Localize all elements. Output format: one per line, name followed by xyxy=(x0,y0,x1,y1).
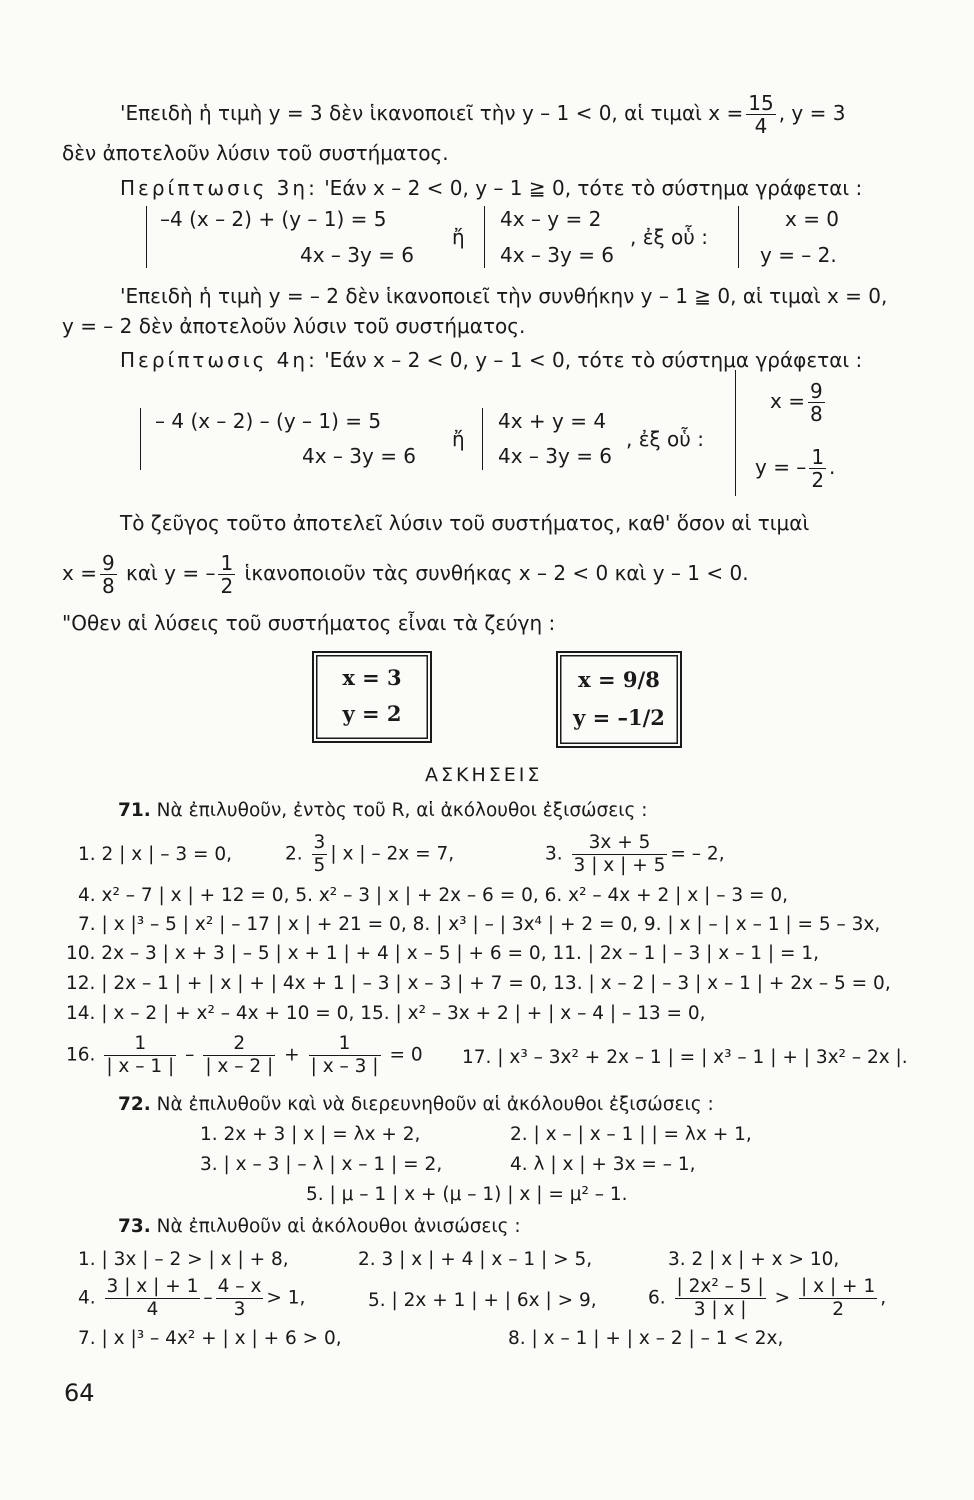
fraction: $\frac{9}{8}$ xyxy=(101,551,115,598)
exercise-73-item-6: 6. $\frac{\text{| 2x² – 5 |}}{3 | x |}$ > $\frac{| x | + 1}{2}$ , xyxy=(648,1276,887,1320)
exercise-71-row-4: 4. x² – 7 | x | + 12 = 0, 5. x² – 3 | x | + 2x – 6 = 0, 6. x² – 4x + 2 | x | – 3 = 0, xyxy=(78,885,789,906)
solution-x: x = 9/8 xyxy=(578,667,660,692)
solution-y: y = 2 xyxy=(342,701,402,726)
case3-solution-x: x = 0 xyxy=(785,207,840,231)
whence-text: , ἐξ οὗ : xyxy=(630,225,708,249)
case4-conclusion3: "Οθεν αἱ λύσεις τοῦ συστήματος εἶναι τὰ ζεύγη : xyxy=(62,611,556,635)
fraction: $\frac{\text{| 2x² – 5 |}}{3 | x |}$ xyxy=(676,1276,764,1320)
case3-line1: 'Επειδὴ ἡ τιμὴ y = 3 δὲν ἱκανοποιεῖ τὴν y – 1 < 0, αἱ τιμαὶ x = $\frac{15}{4}$ , y = 3 xyxy=(120,91,846,138)
fraction: $\frac{3}{5}$ xyxy=(313,832,326,876)
solution-box-2 xyxy=(556,651,682,748)
case4-sys2-eq2: 4x – 3y = 6 xyxy=(498,444,613,468)
system-brace xyxy=(738,206,739,268)
or-word: ἤ xyxy=(452,225,465,249)
exercise-71-heading: 71. Νὰ ἐπιλυθοῦν, ἐντὸς τοῦ R, αἱ ἀκόλουθοι ἐξισώσεις : xyxy=(118,800,648,821)
case3-conclusion1: 'Επειδὴ ἡ τιμὴ y = – 2 δὲν ἱκανοποιεῖ τὴν συνθήκην y – 1 ≧ 0, αἱ τιμαὶ x = 0, xyxy=(120,284,888,308)
case4-solution-x: x = $\frac{9}{8}$ xyxy=(770,379,823,426)
fraction: $\frac{3x + 5}{3 | x | + 5}$ xyxy=(573,832,666,876)
exercise-71-item-3: 3. $\frac{3x + 5}{3 | x | + 5}$ = – 2, xyxy=(545,832,725,876)
case4-sys1-eq2: 4x – 3y = 6 xyxy=(302,444,417,468)
case4-heading: Περίπτωσις 4η: 'Εάν x – 2 < 0, y – 1 < 0, τότε τὸ σύστημα γράφεται : xyxy=(120,348,863,372)
exercise-72-item-4: 4. λ | x | + 3x = – 1, xyxy=(510,1154,696,1175)
system-brace xyxy=(482,408,483,470)
section-title: ΑΣΚΗΣΕΙΣ xyxy=(425,764,543,786)
solution-x: x = 3 xyxy=(342,665,402,690)
fraction: $\frac{9}{8}$ xyxy=(809,379,823,426)
case3-conclusion2: y = – 2 δὲν ἀποτελοῦν λύσιν τοῦ συστήματος. xyxy=(62,314,526,338)
fraction: $\frac{15}{4}$ xyxy=(748,91,774,138)
fraction: $\frac{4 - x}{3}$ xyxy=(217,1276,262,1320)
exercise-73-item-8: 8. | x – 1 | + | x – 2 | – 1 < 2x, xyxy=(508,1328,784,1349)
solution-y: y = –1/2 xyxy=(573,705,665,730)
fraction: $\frac{3 | x | + 1}{4}$ xyxy=(106,1276,199,1320)
case4-conclusion1: Τὸ ζεῦγος τοῦτο ἀποτελεῖ λύσιν τοῦ συστήματος, καθ' ὅσον αἱ τιμαὶ xyxy=(120,511,810,535)
exercise-73-heading: 73. Νὰ ἐπιλυθοῦν αἱ ἀκόλουθοι ἀνισώσεις : xyxy=(118,1216,521,1237)
case4-sys2-eq1: 4x + y = 4 xyxy=(498,409,607,433)
exercise-73-item-3: 3. 2 | x | + x > 10, xyxy=(668,1249,840,1270)
exercise-73-item-2: 2. 3 | x | + 4 | x – 1 | > 5, xyxy=(358,1249,593,1270)
solution-box-1 xyxy=(312,651,432,743)
fraction: $\frac{| x | + 1}{2}$ xyxy=(801,1276,876,1320)
exercise-71-item-2: 2. $\frac{3}{5}$ | x | – 2x = 7, xyxy=(285,832,455,876)
exercise-72-heading: 72. Νὰ ἐπιλυθοῦν καὶ νὰ διερευνηθοῦν αἱ ἀκόλουθοι ἐξισώσεις : xyxy=(118,1094,714,1115)
fraction: $\frac{1}{| x - 3 |}$ xyxy=(310,1033,379,1077)
case3-line2: δὲν ἀποτελοῦν λύσιν τοῦ συστήματος. xyxy=(62,141,449,165)
system-brace xyxy=(735,370,736,496)
exercise-73-item-4: 4. $\frac{3 | x | + 1}{4}$ – $\frac{4 - x}{3}$ > 1, xyxy=(78,1276,306,1320)
exercise-72-item-5: 5. | μ – 1 | x + (μ – 1) | x | = μ² – 1. xyxy=(306,1184,628,1205)
exercise-72-item-3: 3. | x – 3 | – λ | x – 1 | = 2, xyxy=(200,1154,443,1175)
exercise-73-item-7: 7. | x |³ – 4x² + | x | + 6 > 0, xyxy=(78,1328,342,1349)
exercise-71-row-7: 7. | x |³ – 5 | x² | – 17 | x | + 21 = 0, 8. | x³ | – | 3x⁴ | + 2 = 0, 9. | x | – | x – 1 | = 5 – 3x, xyxy=(78,914,881,935)
case4-sys1-eq1: – 4 (x – 2) – (y – 1) = 5 xyxy=(155,409,382,433)
exercise-71-row-12: 12. | 2x – 1 | + | x | + | 4x + 1 | – 3 | x – 3 | + 7 = 0, 13. | x – 2 | – 3 | x – 1 | + 2x – 5 = 0, xyxy=(66,973,891,994)
or-word: ἤ xyxy=(452,427,465,451)
system-brace xyxy=(484,206,485,268)
case3-solution-y: y = – 2. xyxy=(760,243,837,267)
page-number: 64 xyxy=(64,1379,95,1407)
fraction: $\frac{1}{2}$ xyxy=(811,445,825,492)
exercise-71-row-14: 14. | x – 2 | + x² – 4x + 10 = 0, 15. | x² – 3x + 2 | + | x – 4 | – 13 = 0, xyxy=(66,1003,706,1024)
system-brace xyxy=(140,408,141,470)
case3-heading: Περίπτωσις 3η: 'Εάν x – 2 < 0, y – 1 ≧ 0, τότε τὸ σύστημα γράφεται : xyxy=(120,176,863,200)
case3-sys2-eq2: 4x – 3y = 6 xyxy=(500,243,615,267)
case3-sys1-eq2: 4x – 3y = 6 xyxy=(300,243,415,267)
system-brace xyxy=(146,206,147,268)
exercise-72-item-1: 1. 2x + 3 | x | = λx + 2, xyxy=(200,1124,421,1145)
exercise-72-item-2: 2. | x – | x – 1 | | = λx + 1, xyxy=(510,1124,752,1145)
fraction: $\frac{2}{| x - 2 |}$ xyxy=(205,1033,274,1077)
case3-sys1-eq1: –4 (x – 2) + (y – 1) = 5 xyxy=(160,207,387,231)
whence-text: , ἐξ οὗ : xyxy=(626,427,704,451)
case4-conclusion2: x = $\frac{9}{8}$ καὶ y = – $\frac{1}{2}$ ἱκανοποιοῦν τὰς συνθήκας x – 2 < 0 καὶ y – 1 < 0. xyxy=(62,551,749,598)
exercise-71-item-16: 16. $\frac{1}{| x - 1 |}$ – $\frac{2}{| x - 2 |}$ + $\frac{1}{| x - 3 |}$ = 0 xyxy=(66,1033,423,1077)
case3-sys2-eq1: 4x – y = 2 xyxy=(500,207,602,231)
exercise-71-row-10: 10. 2x – 3 | x + 3 | – 5 | x + 1 | + 4 | x – 5 | + 6 = 0, 11. | 2x – 1 | – 3 | x – 1 | = 1, xyxy=(66,943,820,964)
exercise-71-item-1: 1. 2 | x | – 3 = 0, xyxy=(78,844,233,865)
case4-solution-y: y = – $\frac{1}{2}$ . xyxy=(755,445,836,492)
fraction: $\frac{1}{| x - 1 |}$ xyxy=(106,1033,175,1077)
fraction: $\frac{1}{2}$ xyxy=(220,551,234,598)
exercise-71-item-17: 17. | x³ – 3x² + 2x – 1 | = | x³ – 1 | + | 3x² – 2x |. xyxy=(462,1047,908,1068)
exercise-73-item-1: 1. | 3x | – 2 > | x | + 8, xyxy=(78,1249,289,1270)
exercise-73-item-5: 5. | 2x + 1 | + | 6x | > 9, xyxy=(368,1290,597,1311)
